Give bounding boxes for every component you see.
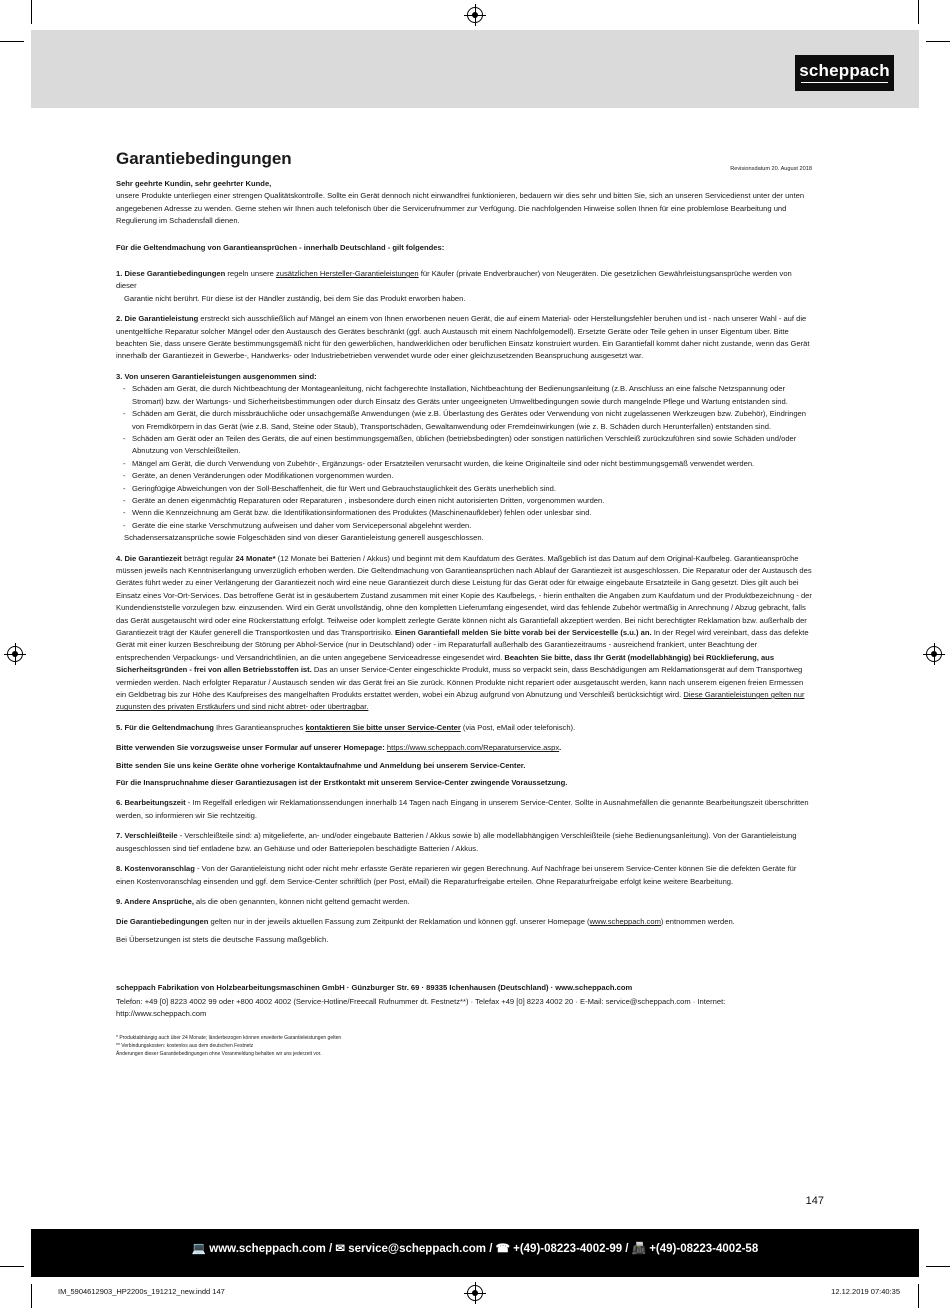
list-item: - Wenn die Kennzeichnung am Gerät bzw. die Identifikationsinformationen des Produktes (Maschinenaufkleber) fehlen oder unlesbar sind. xyxy=(116,507,812,519)
section-1-pre: regeln unsere xyxy=(225,269,276,279)
validity-note xyxy=(116,916,812,928)
footnote: ** Verbindungskosten: kostenlos aus dem deutschen Festnetz xyxy=(116,1043,254,1050)
logo-text: scheppach xyxy=(799,61,890,80)
section-4-text: beträgt regulär xyxy=(181,553,236,563)
list-item-text: Geräte, an denen Veränderungen oder Modifikationen vorgenommen wurden. xyxy=(132,471,394,481)
page-title: Garantiebedingungen xyxy=(116,149,292,168)
validity-end: ) entnommen werden. xyxy=(660,917,735,927)
list-item-text: Geringfügige Abweichungen von der Soll-Beschaffenheit, die für Wert und Gebrauchstauglichkeit des Geräts unerheblich sind. xyxy=(132,483,556,493)
list-item: - Geräte die eine starke Verschmutzung aufweisen und daher vom Servicepersonal abgelehnt werden. xyxy=(116,520,812,532)
registration-mark-icon xyxy=(7,646,23,662)
notice-contact-first: Bitte senden Sie uns keine Geräte ohne vorherige Kontaktaufnahme und Anmeldung bei unserem Service-Center. xyxy=(116,760,526,770)
section-4-underlined: Diese Garantieleistungen gelten nur zugunsten des privaten Erstkäufers und sind nicht abtret- oder übertragbar. xyxy=(116,690,805,712)
list-item: - Geräte an denen eigenmächtig Reparaturen oder Reparaturen , insbesondere durch einen nicht autorisierten Dritten, vorgenommen wurden. xyxy=(116,495,812,507)
crop-mark xyxy=(0,1266,24,1267)
header-band xyxy=(31,30,919,108)
repair-service-link[interactable]: https://www.scheppach.com/Reparaturservice.aspx xyxy=(386,743,560,753)
section-1 xyxy=(116,268,812,293)
section-4-emphasis: Beachten Sie bitte, dass Ihr Gerät (modellabhängig) bei Rücklieferung, aus Sicherheitsgründen - frei von allen Betriebsstoffen ist. xyxy=(116,652,775,675)
greeting: Sehr geehrte Kundin, sehr geehrter Kunde, xyxy=(116,179,272,188)
scheppach-logo xyxy=(795,55,894,91)
footer-contact: 💻 www.scheppach.com / ✉ service@scheppach.com / ☎ +(49)-08223-4002-99 / 📠 +(49)-08223-4002-58 xyxy=(191,1243,759,1255)
homepage-link[interactable]: www.scheppach.com xyxy=(589,917,661,927)
section-7 xyxy=(116,830,812,855)
company-contact: Telefon: +49 [0] 8223 4002 99 oder +800 4002 4002 (Service-Hotline/Freecall Rufnummer dt. Festnetz**) · Telefax +49 [0] 8223 4002 20 · E-Mail: service@scheppach.com · Internet: http://www.scheppach.com xyxy=(116,996,726,1018)
notice-form-end: . xyxy=(559,743,562,753)
list-item: - Schäden am Gerät, die durch Nichtbeachtung der Montageanleitung, nicht fachgerechte Installation, Nichtbeachtung der Bedienungsanleitung (z.B. Anschluss an eine falsche Netzspannung oder Stromart) bzw. der Wartungs- und Sicherheitsbestimmungen oder durch Einsatz des Geräts unter ungeeigneten Umweltbedingungen sowie durch mangelnde Pflege und Wartung entstanden sind. xyxy=(116,383,812,408)
validity-lead: Die Garantiebedingungen xyxy=(116,917,209,927)
revision-date: Revisionsdatum 20. August 2018 xyxy=(730,166,812,172)
list-item-text: Schäden am Gerät, die durch Nichtbeachtung der Montageanleitung, nicht fachgerechte Installation, Nichtbeachtung der Bedienungsanleitung (z.B. Anschluss an eine falsche Netzspannung oder Stromart) bzw. der Wartungs- und Sicherheitsbestimmungen oder durch Einsatz des Geräts unter ungeeigneten Umweltbedingungen sowie durch mangelnde Pflege und Wartung entstanden sind. xyxy=(132,384,788,406)
section-1-text: für Käufer (private Endverbraucher) von Neugeräten. Die gesetzlichen Gewährleistungsansprüche werden von dieser xyxy=(116,269,792,291)
crop-mark xyxy=(31,0,32,24)
crop-mark xyxy=(0,41,24,42)
section-7-lead: 7. Verschleißteile xyxy=(116,831,178,841)
company-address: scheppach Fabrikation von Holzbearbeitungsmaschinen GmbH · Günzburger Str. 69 · 89335 Ichenhausen (Deutschland) · www.scheppach.com xyxy=(116,983,633,993)
notice-form-text: Bitte verwenden Sie vorzugsweise unser Formular auf unserer Homepage: xyxy=(116,743,387,753)
section-6-lead: 6. Bearbeitungszeit xyxy=(116,798,186,808)
print-slug-timestamp: 12.12.2019 07:40:35 xyxy=(831,1287,900,1296)
section-4 xyxy=(116,553,812,714)
section-2 xyxy=(116,313,812,363)
list-item-text: Geräte an denen eigenmächtig Reparaturen oder Reparaturen , insbesondere durch einen nicht autorisierten Dritten, vorgenommen wurden. xyxy=(132,495,605,505)
section-1-link[interactable]: zusätzlichen Hersteller-Garantieleistungen xyxy=(275,269,419,279)
crop-mark xyxy=(918,1284,919,1308)
crop-mark xyxy=(31,1284,32,1308)
list-item: - Schäden am Gerät oder an Teilen des Geräts, die auf einen bestimmungsgemäßen, üblichen (betriebsbedingten) oder sonstigen natürlichen Verschleiß zurückzuführen sind sowie Schäden und/oder Abnutzung von Verschleißteilen. xyxy=(116,433,812,458)
list-item: - Geräte, an denen Veränderungen oder Modifikationen vorgenommen wurden. xyxy=(116,470,812,482)
section-7-text: - Verschleißteile sind: a) mitgelieferte, an- und/oder eingebaute Batterien / Akkus sowie b) alle modellabhängigen Verschleißteile (siehe Bedienungsanleitung). Von der Garantieleistung ausgeschlossen sind tief entladene bzw. an Gehäuse und oder Batteriepolen beschädigte Batterien / Akkus. xyxy=(116,831,797,853)
translation-note: Bei Übersetzungen ist stets die deutsche Fassung maßgeblich. xyxy=(116,934,329,944)
crop-mark xyxy=(926,41,950,42)
footnote: Änderungen dieser Garantiebedingungen ohne Voranmeldung behalten wir uns jederzeit vor. xyxy=(116,1051,322,1058)
section-2-text: erstreckt sich ausschließlich auf Mängel an einem von Ihnen erworbenen neuen Gerät, die auf einem Material- oder Herstellungsfehler beruhen und ist - nach unserer Wahl - auf die unentgeltliche Reparatur solcher Mängel oder den Austausch des Gerätes beschränkt (ggf. auch Austausch mit einem Nachfolgemodell). Ersetzte Geräte oder Teile gehen in unser Eigentum über. Bitte beachten Sie, dass unsere Geräte bestimmungsgemäß nicht für den gewerblichen, handwerklichen oder beruflichen Einsatz konstruiert wurden. Ein Garantiefall kommt daher nicht zustande, wenn das Gerät innerhalb der Garantiezeit in Gewerbe-, Handwerks- oder Industriebetrieben verwendet wurde oder einer gleichzusetzenden Beanspruchung ausgesetzt war. xyxy=(116,314,810,361)
section-8-text: - Von der Garantieleistung nicht oder nicht mehr erfasste Geräte reparieren wir gegen Berechnung. Auf Nachfrage bei unserem Service-Center können Sie die defekten Geräte für einen Kostenvoranschlag einsenden und ggf. dem Service-Center schriftlich (per Post, eMail) die Reparaturfreigabe erteilen. Ohne Reparaturfreigabe erfolgt keine weitere Bearbeitung. xyxy=(116,864,797,886)
registration-mark-icon xyxy=(467,7,483,23)
section-6-text: - Im Regelfall erledigen wir Reklamationssendungen innerhalb 14 Tagen nach Eingang in unserem Service-Center. Sollte in Ausnahmefällen die genannte Bearbeitungszeit überschritten werden, so informieren wir Sie rechtzeitig. xyxy=(116,798,809,820)
section-4-text: (12 Monate bei Batterien / Akkus) und beginnt mit dem Kaufdatum des Gerätes. Maßgeblich ist das Datum auf dem Original-Kaufbeleg. Garantieansprüche müssen jeweils nach Kenntniserlangung unverzüglich erhoben werden. Die Geltendmachung von Garantieansprüchen nach Ablauf der Garantiezeit ist ausgeschlossen. Die Reparatur oder der Austausch des Gerätes führt weder zu einer Verlängerung der Garantiezeit noch wird eine neue Garantiezeit durch diese Leistung für das Gerät oder für etwaige eingebaute Ersatzteile in Gang gesetzt. Dies gilt auch bei Einsatz eines Vor-Ort-Services. Das betroffene Gerät ist in gesäubertem Zustand zusammen mit einer Kopie des Kaufbelegs, - hierin enthalten die Angaben zum Kaufdatum und der Produktbezeichnung - der Kundendienststelle vorzulegen bzw. einzusenden. Wird ein Gerät unvollständig, ohne den kompletten Lieferumfang eingesendet, wird das fehlende Zubehör wertmäßig in Anrechnung / Abzug gebracht, falls das Gerät ausgetauscht wird oder eine Rückerstattung erfolgt. Teilweise oder komplett zerlegte Geräte können nicht als Garantiefall akzeptiert werden. Bei nicht berechtigter Reklamation bzw. außerhalb der Garantiezeit trägt der Käufer generell die Transportkosten und das Transportrisiko. xyxy=(116,553,812,637)
footer-bar xyxy=(31,1229,919,1277)
service-center-link[interactable]: kontaktieren Sie bitte unser Service-Center xyxy=(305,722,461,732)
list-item: - Schäden am Gerät, die durch missbräuchliche oder unsachgemäße Anwendungen (wie z.B. Überlastung des Gerätes oder Verwendung von nicht zugelassenen Werkzeugen bzw. Zubehör), Eindringen von Fremdkörpern in das Gerät (wie z.B. Sand, Steine oder Staub), Transportschäden, Gewaltanwendung oder Fremdeinwirkungen (wie z. B. Schäden durch Herunterfallen) entstanden sind. xyxy=(116,408,812,433)
page-number: 147 xyxy=(805,1195,824,1207)
section-6 xyxy=(116,797,812,822)
crop-mark xyxy=(926,1266,950,1267)
section-5-text: (via Post, eMail oder telefonisch). xyxy=(460,722,576,732)
section-5-text: Ihres Garantieanspruches xyxy=(213,722,306,732)
title-row xyxy=(116,150,812,178)
print-slug-file: IM_5904612903_HP2200s_191212_new.indd 147 xyxy=(58,1287,225,1296)
list-item-text: Geräte die eine starke Verschmutzung aufweisen und daher vom Servicepersonal abgelehnt werden. xyxy=(132,520,472,530)
warranty-period: 24 Monate* xyxy=(235,553,276,563)
section-9-text: als die oben genannten, können nicht geltend gemacht werden. xyxy=(193,896,410,906)
section-4-lead: 4. Die Garantiezeit xyxy=(116,553,182,563)
warranty-document xyxy=(116,150,812,1058)
list-item-text: Schäden am Gerät oder an Teilen des Geräts, die auf einen bestimmungsgemäßen, üblichen (betriebsbedingten) oder sonstigen natürlichen Verschleiß zurückzuführen sind sowie Schäden und/oder Abnutzung von Verschleißteilen. xyxy=(132,433,797,456)
section-1-lead: 1. Diese Garantiebedingungen xyxy=(116,269,226,279)
section-5-lead: 5. Für die Geltendmachung xyxy=(116,722,214,732)
notice-first-contact-required: Für die Inanspruchnahme dieser Garantiezusagen ist der Erstkontakt mit unserem Service-Center zwingende Voraussetzung. xyxy=(116,778,568,788)
footnote: * Produktabhängig auch über 24 Monate; länderbezogen können erweiterte Garantieleistungen gelten xyxy=(116,1035,342,1042)
section-9 xyxy=(116,896,812,908)
section-3-heading: 3. Von unseren Garantieleistungen ausgenommen sind: xyxy=(116,371,317,381)
registration-mark-icon xyxy=(467,1285,483,1301)
section-5 xyxy=(116,722,812,734)
section-3-closing: Schadensersatzansprüche sowie Folgeschäden sind von dieser Garantieleistung generell ausgeschlossen. xyxy=(124,533,484,543)
list-item-text: Mängel am Gerät, die durch Verwendung von Zubehör-, Ergänzungs- oder Ersatzteilen verursacht wurden, die keine Originalteile sind oder nicht bestimmungsgemäß verwendet werden. xyxy=(132,458,755,468)
section-4-text: In der Regel wird vereinbart, dass das defekte Gerät mit einer kurzen Beschreibung der Störung per Abhol-Service (nur in Deutschland) oder - im Reparaturfall außerhalb des Garantiezeitraums - ausreichend frankiert, unter Beachtung der entsprechenden Verpackungs- und Versandrichtlinien, an die unten angegebene Serviceadresse eingesendet wird. xyxy=(116,628,809,662)
registration-mark-icon xyxy=(926,646,942,662)
list-item: - Mängel am Gerät, die durch Verwendung von Zubehör-, Ergänzungs- oder Ersatzteilen verursacht wurden, die keine Originalteile sind oder nicht bestimmungsgemäß verwendet werden. xyxy=(116,458,812,470)
section-1-line2: Garantie nicht berührt. Für diese ist der Händler zuständig, bei dem Sie das Produkt erworben haben. xyxy=(124,293,466,303)
list-item-text: Schäden am Gerät, die durch missbräuchliche oder unsachgemäße Anwendungen (wie z.B. Überlastung des Gerätes oder Verwendung von nicht zugelassenen Werkzeugen bzw. Zubehör), Eindringen von Fremdkörpern in das Gerät (wie z.B. Sand, Steine oder Staub), Transportschäden, Gewaltanwendung oder Fremdeinwirkungen (wie z. B. Schäden durch Herunterfallen) entstanden sind. xyxy=(132,409,806,431)
logo-underline xyxy=(801,82,888,83)
section-8-lead: 8. Kostenvoranschlag xyxy=(116,864,195,874)
section-9-lead: 9. Andere Ansprüche, xyxy=(116,896,194,906)
crop-mark xyxy=(918,0,919,24)
notice-form xyxy=(116,742,812,754)
list-item-text: Wenn die Kennzeichnung am Gerät bzw. die Identifikationsinformationen des Produktes (Maschinenaufkleber) fehlen oder unlesbar sind. xyxy=(132,508,592,518)
section-4-emphasis: Einen Garantiefall melden Sie bitte vorab bei der Servicestelle (s.u.) an. xyxy=(395,628,652,637)
intro-paragraph: unsere Produkte unterliegen einer strengen Qualitätskontrolle. Sollte ein Gerät dennoch nicht einwandfrei funktionieren, bedauern wir dies sehr und bitten Sie, sich an unseren Servicedienst unter der unten angegebenen Adresse zu wenden. Gerne stehen wir Ihnen auch telefonisch über die Servicerufnummer zur Verfügung. Die nachfolgenden Hinweise sollen Ihnen für eine problemlose Bearbeitung und Regulierung im Schadensfall dienen. xyxy=(116,191,805,226)
section-4-text: Das an unser Service-Center eingeschickte Produkt, muss so verpackt sein, dass Beschädigungen am Reklamationsgerät auf dem Transportweg vermieden werden. Nach erfolgter Reparatur / Austausch senden wir das Gerät frei an Sie zurück. Können Produkte nicht repariert oder ausgetauscht werden, kann nach unserem eigenen freien Ermessen ein Geldbetrag bis zur Höhe des Kaufpreises des mangelhaften Produkts erstattet werden, wobei ein Abzug aufgrund von Abnutzung und Verschleiß berücksichtigt wird. xyxy=(116,665,804,700)
scope-heading: Für die Geltendmachung von Garantieansprüchen - innerhalb Deutschland - gilt folgendes: xyxy=(116,242,445,252)
section-2-lead: 2. Die Garantieleistung xyxy=(116,314,199,324)
section-8 xyxy=(116,863,812,888)
validity-text: gelten nur in der jeweils aktuellen Fassung zum Zeitpunkt der Reklamation und können ggf. unserer Homepage ( xyxy=(208,917,590,927)
list-item: - Geringfügige Abweichungen von der Soll-Beschaffenheit, die für Wert und Gebrauchstauglichkeit des Geräts unerheblich sind. xyxy=(116,483,812,495)
